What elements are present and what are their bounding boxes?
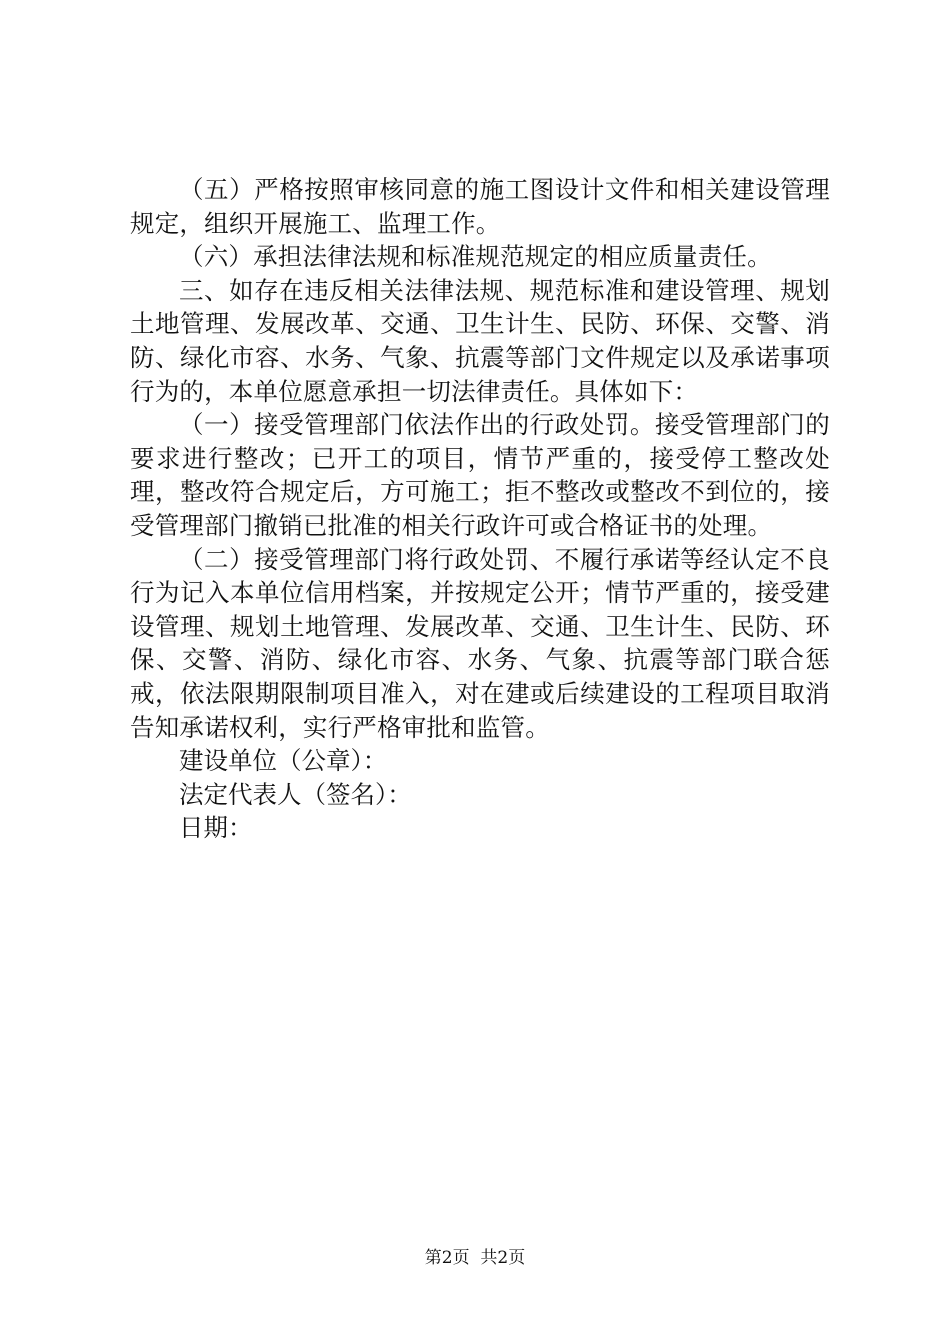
- page-footer: [0, 1243, 950, 1268]
- signature-date-line: 日期：: [179, 813, 253, 843]
- paragraph-item-6: （六）承担法律法规和标准规范规定的相应质量责任。: [179, 242, 772, 272]
- page-number-label: 第2页 共2页: [424, 1248, 526, 1268]
- paragraph-section-3: 三、如存在违反相关法律法规、规范标准和建设管理、规划土地管理、发展改革、交通、卫生计生、民防、环保、交警、消防、绿化市容、水务、气象、抗震等部门文件规定以及承诺事项行为的，本单位愿意承担一切法律责任。具体如下：: [130, 275, 830, 406]
- signature-unit-line: 建设单位（公章）：: [179, 746, 388, 776]
- signature-representative-line: 法定代表人（签名）：: [179, 779, 412, 809]
- document-body: [130, 173, 830, 845]
- paragraph-subitem-2: （二）接受管理部门将行政处罚、不履行承诺等经认定不良行为记入本单位信用档案，并按规定公开；情节严重的，接受建设管理、规划土地管理、发展改革、交通、卫生计生、民防、环保、交警、消防、绿化市容、水务、气象、抗震等部门联合惩戒，依法限期限制项目准入，对在建或后续建设的工程项目取消告知承诺权利，实行严格审批和监管。: [130, 544, 830, 742]
- paragraph-item-5: （五）严格按照审核同意的施工图设计文件和相关建设管理规定，组织开展施工、监理工作。: [130, 175, 830, 238]
- paragraph-subitem-1: （一）接受管理部门依法作出的行政处罚。接受管理部门的要求进行整改；已开工的项目，情节严重的，接受停工整改处理，整改符合规定后，方可施工；拒不整改或整改不到位的，接受管理部门撤销已批准的相关行政许可或合格证书的处理。: [130, 410, 830, 540]
